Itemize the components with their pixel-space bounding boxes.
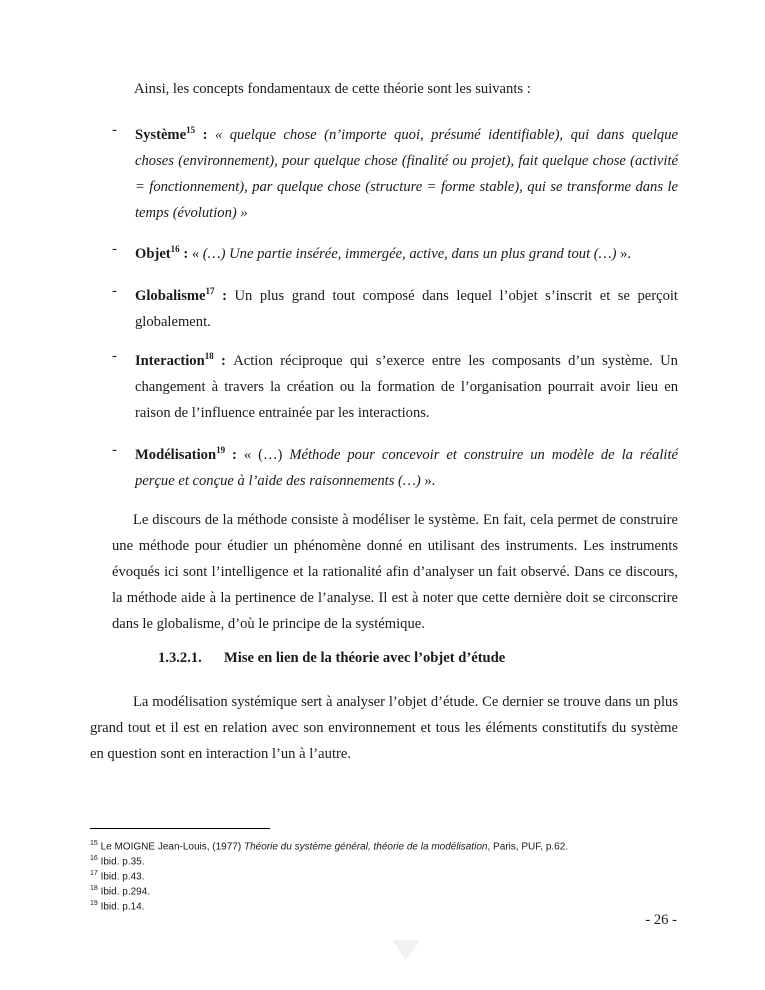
quote-systeme: « quelque chose (n’importe quoi, présumé identifiable), qui dans quelque choses (environnement), pour quelque chose (finalité ou projet), fait quelque chose (activité = fonctionnement), par quelque chose (structure = forme stable), qui se transforme dans le temps (évolution) » [135,126,678,221]
footnote-ref[interactable]: 19 [216,445,226,455]
footnote-ref[interactable]: 17 [205,286,215,296]
definition-globalisme: Un plus grand tout composé dans lequel l’objet s’inscrit et se perçoit globalement. [135,287,678,330]
paragraph-discours-methode: Le discours de la méthode consiste à modéliser le système. En fait, cela permet de construire une méthode pour étudier un phénomène donné en utilisant des instruments. Les instruments évoqués ici sont l’intelligence et la rationalité afin d’analyser un fait observé. Dans ce discours, la méthode aide à la pertinence de l’analyse. Il est à noter que cette dernière doit se circonscrire dans le globalisme, d’où le principe de la systémique. [112,512,678,632]
bullet-dash: - [112,442,117,458]
paragraph-modelisation-systemique: La modélisation systémique sert à analyser l’objet d’étude. Ce dernier se trouve dans un plus grand tout et il est en relation avec son environnement et tous les éléments constitutifs du système en question sont en interaction l’un à l’autre. [90,694,678,762]
footnote-number: 18 [90,885,98,892]
footnote-text: Ibid. p.294. [100,886,151,898]
quote-objet: (…) Une partie insérée, immergée, active, dans un plus grand tout (…) [202,245,617,262]
term-systeme: Système$^{15}$ [135,125,196,143]
term-objet: Objet$^{16}$ [135,244,180,262]
term-separator: : [214,287,235,304]
quote-open: « (…) [243,446,290,463]
footnote-text: Ibid. p.14. [100,901,145,913]
footnote-text: Ibid. p.43. [100,871,145,883]
page-number: - 26 - [645,912,677,928]
section-heading [158,650,505,667]
section-title: Mise en lien de la théorie avec l’objet d’étude [224,650,506,666]
footnote [90,896,145,914]
definition-interaction: Action réciproque qui s’exerce entre les composants d’un système. Un changement à travers la création ou la formation de l’organisation pourrait avoir lieu en raison de l’influence entrainée par les interactions. [135,352,678,421]
footnote-ref[interactable]: 15 [186,125,196,135]
term-modelisation: Modélisation$^{19}$ [135,445,226,463]
bullet-interaction [112,343,678,426]
term-separator: : [213,352,234,369]
footnote-text: Ibid. p.35. [100,856,145,868]
bullet-systeme [112,117,678,226]
footnote-ref[interactable]: 16 [170,244,180,254]
term-separator: : [179,245,192,262]
faint-arrow-icon [392,940,420,960]
quote-close: ». [420,472,436,489]
footnote-separator [90,828,270,829]
bullet-modelisation [112,437,678,494]
footnote-number: 19 [90,900,98,907]
bullet-dash: - [112,122,117,138]
footnote [90,836,568,854]
bullet-dash: - [112,283,117,299]
footnote-number: 17 [90,870,98,877]
footnote-number: 15 [90,840,98,847]
bullet-dash: - [112,241,117,257]
quote-close: ». [616,245,632,262]
bullet-dash: - [112,348,117,364]
term-globalisme: Globalisme$^{17}$ [135,286,215,304]
footnote-number: 16 [90,855,98,862]
section-number: 1.3.2.1. [158,650,202,666]
footnote-text: Le MOIGNE Jean-Louis, (1977) [100,841,244,853]
term-separator: : [195,126,215,143]
term-interaction: Interaction$^{18}$ [135,351,214,369]
bullet-globalisme [112,278,678,335]
term-separator: : [225,446,244,463]
footnote-title: Théorie du système général, théorie de la modélisation [243,841,488,853]
intro-sentence: Ainsi, les concepts fondamentaux de cette théorie sont les suivants : [134,81,531,97]
bullet-objet [112,236,678,267]
footnote-text-end: , Paris, PUF, p.62. [487,841,569,853]
quote-modelisation: Méthode pour concevoir et construire un modèle de la réalité perçue et conçue à l’aide des raisonnements (…) [135,446,678,489]
footnote-ref[interactable]: 18 [204,351,214,361]
quote-open: « [191,245,203,262]
